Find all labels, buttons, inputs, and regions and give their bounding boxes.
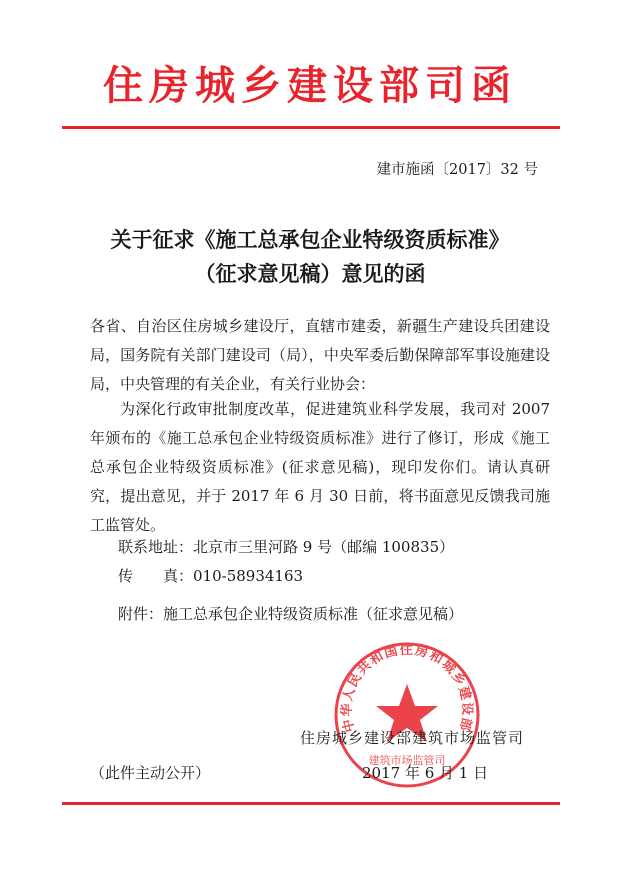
issue-date: 2017 年 6 月 1 日 bbox=[362, 764, 489, 782]
body-paragraph bbox=[90, 395, 550, 540]
body-paragraph-text: 为深化行政审批制度改革，促进建筑业科学发展，我司对 2007 年颁布的《施工总承包企业特级资质标准》进行了修订，形成《施工总承包企业特级资质标准》(征求意见稿)，现印发你们。请认真研究，提出意见，并于 2017 年 6 月 30 日前，将书面意见反馈我司施工监管处。 bbox=[90, 400, 550, 534]
addressee-text: 各省、自治区住房城乡建设厅，直辖市建委，新疆生产建设兵团建设局，国务院有关部门建设司（局），中央军委后勤保障部军事设施建设局，中央管理的有关企业，有关行业协会： bbox=[90, 317, 550, 393]
document-number: 建市施函〔2017〕32 号 bbox=[376, 162, 538, 178]
attachment-line: 附件：施工总承包企业特级资质标准（征求意见稿） bbox=[118, 605, 464, 623]
document-title-line2: （征求意见稿）意见的函 bbox=[194, 261, 426, 286]
addressee-paragraph bbox=[90, 312, 550, 399]
document-title-line1: 关于征求《施工总承包企业特级资质标准》 bbox=[110, 227, 510, 252]
bottom-red-rule bbox=[62, 802, 560, 805]
top-red-rule bbox=[62, 126, 560, 129]
contact-address: 联系地址：北京市三里河路 9 号（邮编 100835） bbox=[118, 538, 455, 556]
seal-sub-text: 建筑市场监管司 bbox=[368, 754, 446, 767]
contact-fax: 传 真：010-58934163 bbox=[118, 567, 304, 585]
masthead-title: 住房城乡建设部司函 bbox=[103, 62, 517, 109]
signing-authority: 住房城乡建设部建筑市场监管司 bbox=[300, 729, 525, 747]
seal-arc-text: 中华人民共和国住房和城乡建设部 bbox=[339, 642, 475, 734]
public-note: （此件主动公开） bbox=[90, 764, 211, 782]
